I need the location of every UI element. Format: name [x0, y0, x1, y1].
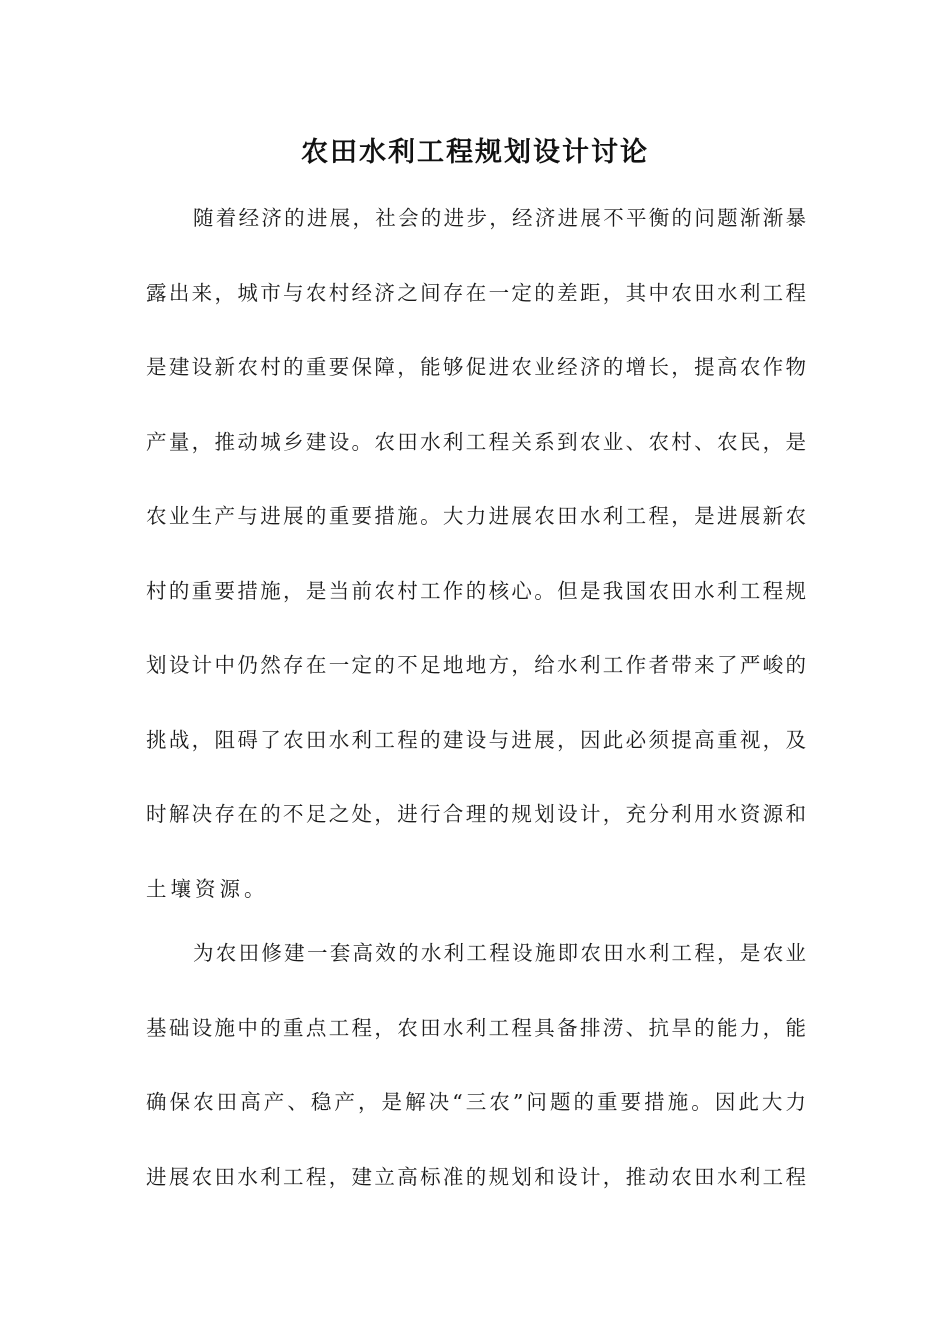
paragraph-1-line-1: 随着经济的进展，社会的进步，经济进展不平衡的问题渐渐暴 [193, 206, 806, 230]
paragraph-1-line-6: 村的重要措施，是当前农村工作的核心。但是我国农田水利工程规 [146, 579, 806, 603]
paragraph-1-line-2: 露出来，城市与农村经济之间存在一定的差距，其中农田水利工程 [146, 281, 806, 305]
paragraph-2-line-3: 确保农田高产、稳产，是解决“三农”问题的重要措施。因此大力 [146, 1090, 806, 1114]
paragraph-1-line-9: 时解决存在的不足之处，进行合理的规划设计，充分利用水资源和 [146, 802, 806, 826]
paragraph-1-line-3: 是建设新农村的重要保障，能够促进农业经济的增长，提高农作物 [146, 355, 806, 379]
paragraph-1-line-5: 农业生产与进展的重要措施。大力进展农田水利工程，是进展新农 [146, 504, 806, 528]
paragraph-2-line-2: 基础设施中的重点工程，农田水利工程具备排涝、抗旱的能力，能 [146, 1016, 806, 1040]
paragraph-2-line-4: 进展农田水利工程，建立高标准的规划和设计，推动农田水利工程 [146, 1165, 806, 1189]
document-title: 农田水利工程规划设计讨论 [301, 137, 649, 168]
paragraph-2-line-1: 为农田修建一套高效的水利工程设施即农田水利工程，是农业 [193, 941, 806, 965]
paragraph-1-line-7: 划设计中仍然存在一定的不足地地方，给水利工作者带来了严峻的 [146, 653, 806, 677]
paragraph-1-line-10: 土壤资源。 [146, 877, 269, 901]
paragraph-1-line-8: 挑战，阻碍了农田水利工程的建设与进展，因此必须提高重视，及 [146, 728, 806, 752]
paragraph-1-line-4: 产量，推动城乡建设。农田水利工程关系到农业、农村、农民，是 [146, 430, 806, 454]
